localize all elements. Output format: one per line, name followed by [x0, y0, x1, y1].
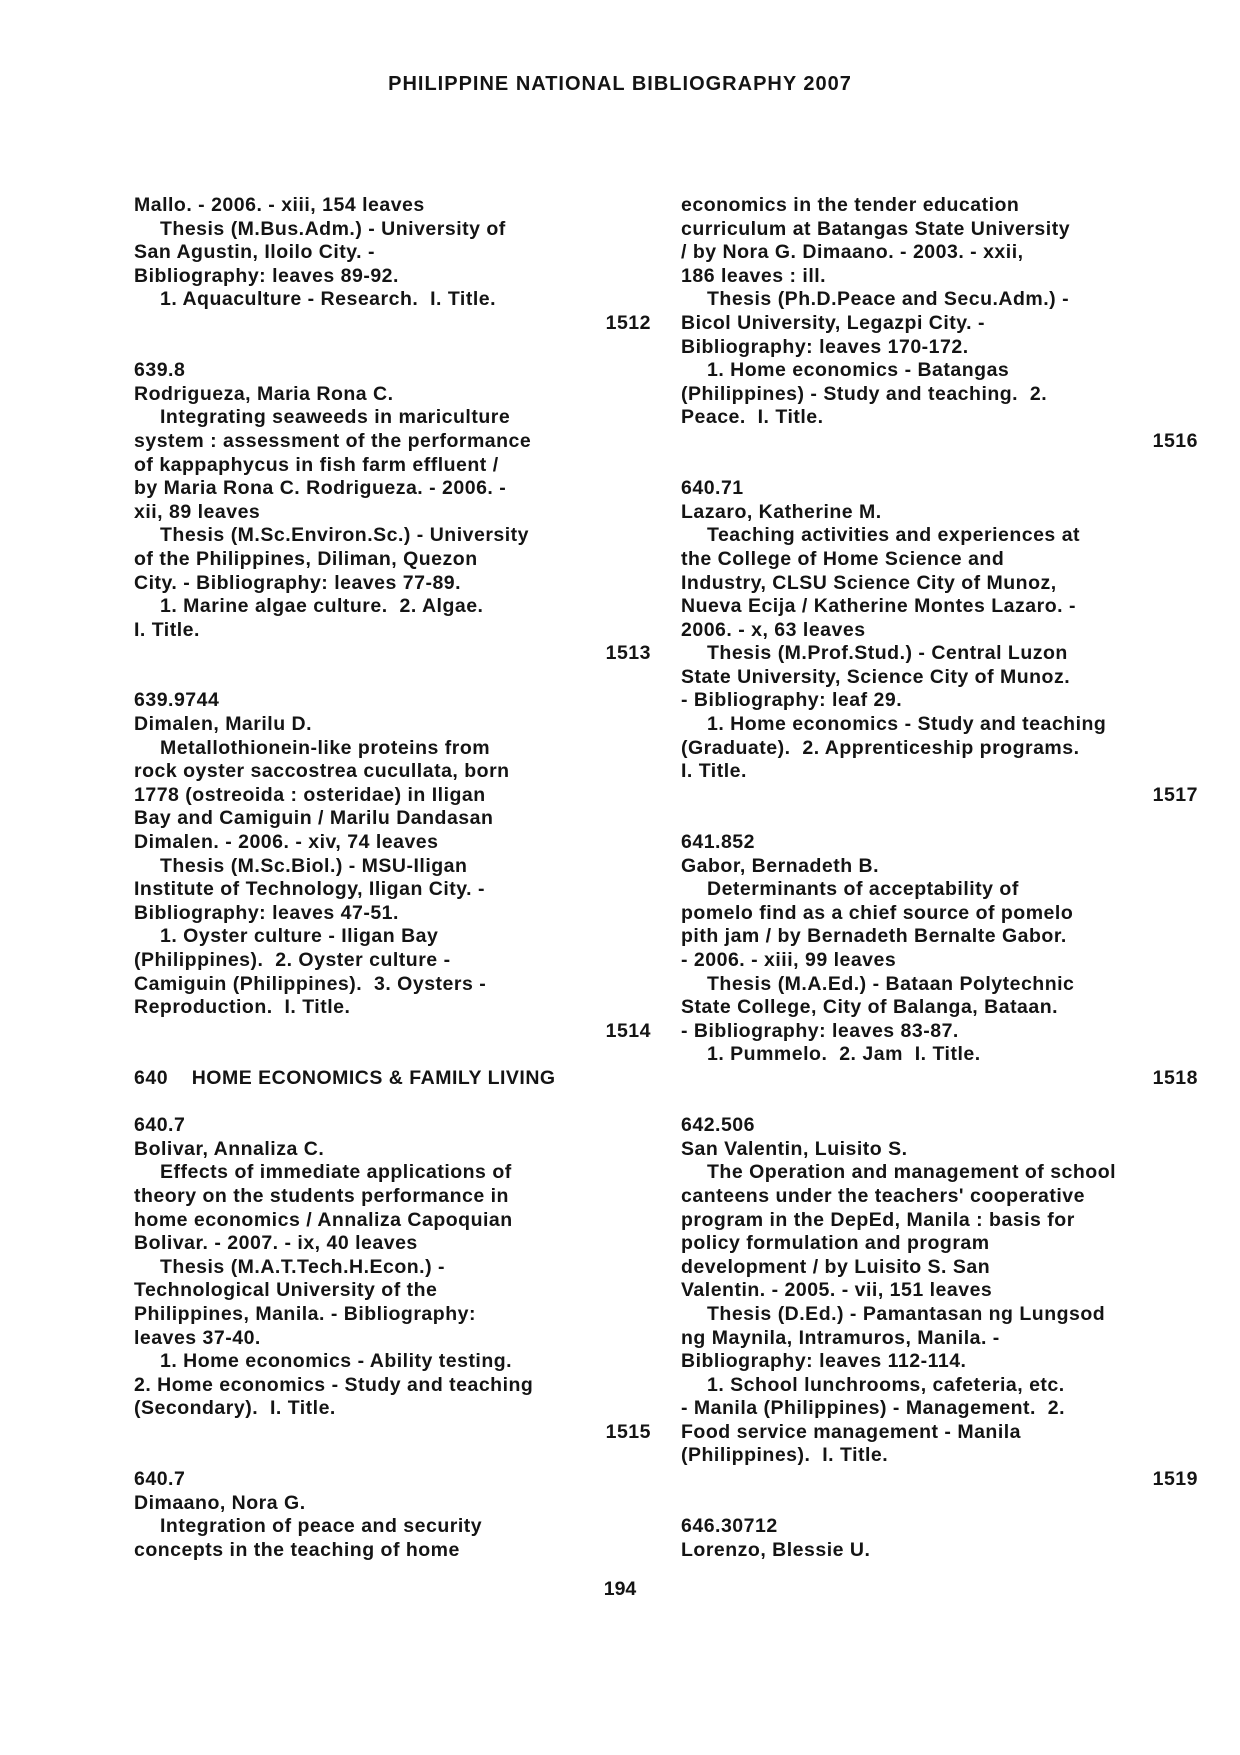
text-line: 641.852	[681, 831, 755, 854]
text-line: - Bibliography: leaves 83-87.	[681, 1019, 959, 1042]
text-line: xii, 89 leaves	[134, 500, 261, 523]
blank-line	[134, 336, 654, 360]
text-line: I. Title.	[681, 760, 747, 783]
text-line: concepts in the teaching of home	[134, 1538, 460, 1561]
blank-line	[134, 1444, 654, 1468]
text-line: Dimaano, Nora G.	[134, 1491, 306, 1514]
text-line: 2. Home economics - Study and teaching	[134, 1373, 534, 1396]
text-line: Thesis (M.Sc.Biol.) - MSU-Iligan	[160, 854, 468, 877]
text-line: Industry, CLSU Science City of Munoz,	[681, 571, 1057, 594]
text-line: ng Maynila, Intramuros, Manila. -	[681, 1326, 1000, 1349]
text-line: Dimalen. - 2006. - xiv, 74 leaves	[134, 831, 439, 854]
text-line: Mallo. - 2006. - xiii, 154 leaves	[134, 194, 425, 216]
text-line: (Graduate). 2. Apprenticeship programs.	[681, 736, 1080, 759]
text-line: The Operation and management of school	[707, 1161, 1117, 1184]
text-line: San Agustin, Iloilo City. -	[134, 241, 375, 264]
text-line: program in the DepEd, Manila : basis for	[681, 1208, 1075, 1231]
text-line: Nueva Ecija / Katherine Montes Lazaro. -	[681, 595, 1076, 618]
text-line: the College of Home Science and	[681, 547, 1005, 570]
text-line: I. Title.	[134, 618, 200, 641]
text-line: 1. Oyster culture - Iligan Bay	[160, 925, 439, 948]
text-line: Rodrigueza, Maria Rona C.	[134, 382, 394, 405]
blank-line	[681, 1091, 1201, 1115]
blank-line	[681, 454, 1201, 478]
entry-number: 1519	[1152, 1468, 1198, 1491]
text-line: Bibliography: leaves 47-51.	[134, 901, 399, 924]
text-line: Food service management - Manila	[681, 1420, 1022, 1443]
text-line: Institute of Technology, Iligan City. -	[134, 878, 485, 901]
text-line: 1. School lunchrooms, cafeteria, etc.	[707, 1373, 1065, 1396]
text-line: 639.9744	[134, 689, 220, 712]
text-line: Integrating seaweeds in mariculture	[160, 406, 511, 429]
text-line: curriculum at Batangas State University	[681, 217, 1071, 240]
text-line: economics in the tender education	[681, 194, 1020, 216]
text-line: Bibliography: leaves 170-172.	[681, 335, 969, 358]
text-line: - Manila (Philippines) - Management. 2.	[681, 1397, 1066, 1420]
text-line: Reproduction. I. Title.	[134, 996, 351, 1019]
blank-line	[681, 807, 1201, 831]
text-line: 186 leaves : ill.	[681, 264, 827, 287]
entry-number: 1518	[1152, 1066, 1198, 1089]
text-line: Thesis (M.A.T.Tech.H.Econ.) -	[160, 1255, 445, 1278]
text-line: 640.7	[134, 1114, 186, 1137]
text-line: Peace. I. Title.	[681, 406, 824, 429]
text-line: 646.30712	[681, 1515, 778, 1538]
text-line: 1. Aquaculture - Research. I. Title.	[160, 288, 497, 311]
text-line: State College, City of Balanga, Bataan.	[681, 996, 1059, 1019]
text-line: 1. Marine algae culture. 2. Algae.	[160, 595, 484, 618]
text-line: / by Nora G. Dimaano. - 2003. - xxii,	[681, 241, 1024, 264]
left-column	[134, 194, 654, 1562]
blank-line	[681, 1492, 1201, 1516]
text-line: 1. Home economics - Batangas	[707, 359, 1010, 382]
text-line: (Philippines). 2. Oyster culture -	[134, 949, 451, 971]
text-line: Teaching activities and experiences at	[707, 524, 1081, 547]
text-line: (Philippines). I. Title.	[681, 1444, 889, 1467]
text-line: Thesis (Ph.D.Peace and Secu.Adm.) -	[707, 288, 1070, 311]
text-line: rock oyster saccostrea cucullata, born	[134, 760, 510, 783]
text-line: Bolivar, Annaliza C.	[134, 1137, 325, 1160]
text-line: Determinants of acceptability of	[707, 878, 1019, 901]
text-line: of the Philippines, Diliman, Quezon	[134, 547, 478, 570]
text-line: Lorenzo, Blessie U.	[681, 1538, 871, 1561]
text-line: Thesis (M.Bus.Adm.) - University of	[160, 217, 506, 240]
text-line: San Valentin, Luisito S.	[681, 1137, 908, 1160]
text-line: Thesis (M.Sc.Environ.Sc.) - University	[160, 524, 530, 547]
text-line: City. - Bibliography: leaves 77-89.	[134, 571, 462, 594]
text-line: Integration of peace and security	[160, 1515, 483, 1538]
blank-line	[134, 1091, 654, 1115]
text-line: Technological University of the	[134, 1279, 438, 1302]
entry-number: 1515	[605, 1420, 651, 1443]
text-line: 1. Home economics - Study and teaching	[707, 713, 1107, 736]
text-line: 1. Pummelo. 2. Jam I. Title.	[707, 1043, 981, 1066]
text-line: theory on the students performance in	[134, 1184, 509, 1207]
page-header: PHILIPPINE NATIONAL BIBLIOGRAPHY 2007	[388, 73, 852, 95]
text-line: 640.7	[134, 1468, 186, 1491]
text-line: 640.71	[681, 477, 744, 500]
text-line: Thesis (D.Ed.) - Pamantasan ng Lungsod	[707, 1302, 1106, 1325]
text-line: Bicol University, Legazpi City. -	[681, 311, 986, 334]
text-line: Valentin. - 2005. - vii, 151 leaves	[681, 1279, 993, 1302]
entry-number: 1517	[1152, 783, 1198, 806]
text-line: Camiguin (Philippines). 3. Oysters -	[134, 972, 487, 995]
entry-number: 1512	[605, 311, 651, 334]
text-line: system : assessment of the performance	[134, 429, 532, 452]
text-line: pomelo find as a chief source of pomelo	[681, 901, 1074, 924]
text-line: of kappaphycus in fish farm effluent /	[134, 453, 499, 476]
text-line: 1778 (ostreoida : osteridae) in Iligan	[134, 783, 486, 806]
text-line: - Bibliography: leaf 29.	[681, 689, 903, 712]
text-line: canteens under the teachers' cooperative	[681, 1184, 1085, 1207]
text-line: 1. Home economics - Ability testing.	[160, 1350, 513, 1373]
text-line: Thesis (M.A.Ed.) - Bataan Polytechnic	[707, 972, 1075, 995]
text-line: Bay and Camiguin / Marilu Dandasan	[134, 807, 494, 830]
text-line: Bolivar. - 2007. - ix, 40 leaves	[134, 1232, 418, 1255]
text-line: Bibliography: leaves 89-92.	[134, 264, 399, 287]
text-line: (Secondary). I. Title.	[134, 1397, 336, 1420]
entry-number: 1514	[605, 1019, 651, 1042]
text-line: policy formulation and program	[681, 1232, 990, 1255]
text-line: leaves 37-40.	[134, 1326, 261, 1349]
text-line: Bibliography: leaves 112-114.	[681, 1350, 967, 1373]
text-line: Effects of immediate applications of	[160, 1161, 512, 1184]
text-line: Metallothionein-like proteins from	[160, 736, 491, 759]
text-line: Thesis (M.Prof.Stud.) - Central Luzon	[707, 642, 1068, 665]
entry-number: 1516	[1152, 429, 1198, 452]
text-line: 639.8	[134, 359, 186, 382]
text-line: - 2006. - xiii, 99 leaves	[681, 949, 897, 971]
text-line: (Philippines) - Study and teaching. 2.	[681, 382, 1048, 405]
text-line: Lazaro, Katherine M.	[681, 500, 882, 523]
entry-number: 1513	[605, 642, 651, 665]
text-line: 2006. - x, 63 leaves	[681, 618, 866, 641]
text-line: Dimalen, Marilu D.	[134, 713, 313, 736]
text-line: home economics / Annaliza Capoquian	[134, 1208, 513, 1231]
text-line: State University, Science City of Munoz.	[681, 665, 1071, 688]
blank-line	[134, 1043, 654, 1067]
text-line: development / by Luisito S. San	[681, 1255, 991, 1278]
blank-line	[134, 666, 654, 690]
page-number: 194	[603, 1578, 637, 1600]
text-line: 642.506	[681, 1114, 755, 1137]
text-line: Philippines, Manila. - Bibliography:	[134, 1302, 476, 1325]
text-line: by Maria Rona C. Rodrigueza. - 2006. -	[134, 477, 507, 500]
right-column	[681, 194, 1201, 1562]
text-line: Gabor, Bernadeth B.	[681, 854, 880, 877]
text-line: 640 HOME ECONOMICS & FAMILY LIVING	[134, 1066, 556, 1089]
text-line: pith jam / by Bernadeth Bernalte Gabor.	[681, 925, 1067, 948]
